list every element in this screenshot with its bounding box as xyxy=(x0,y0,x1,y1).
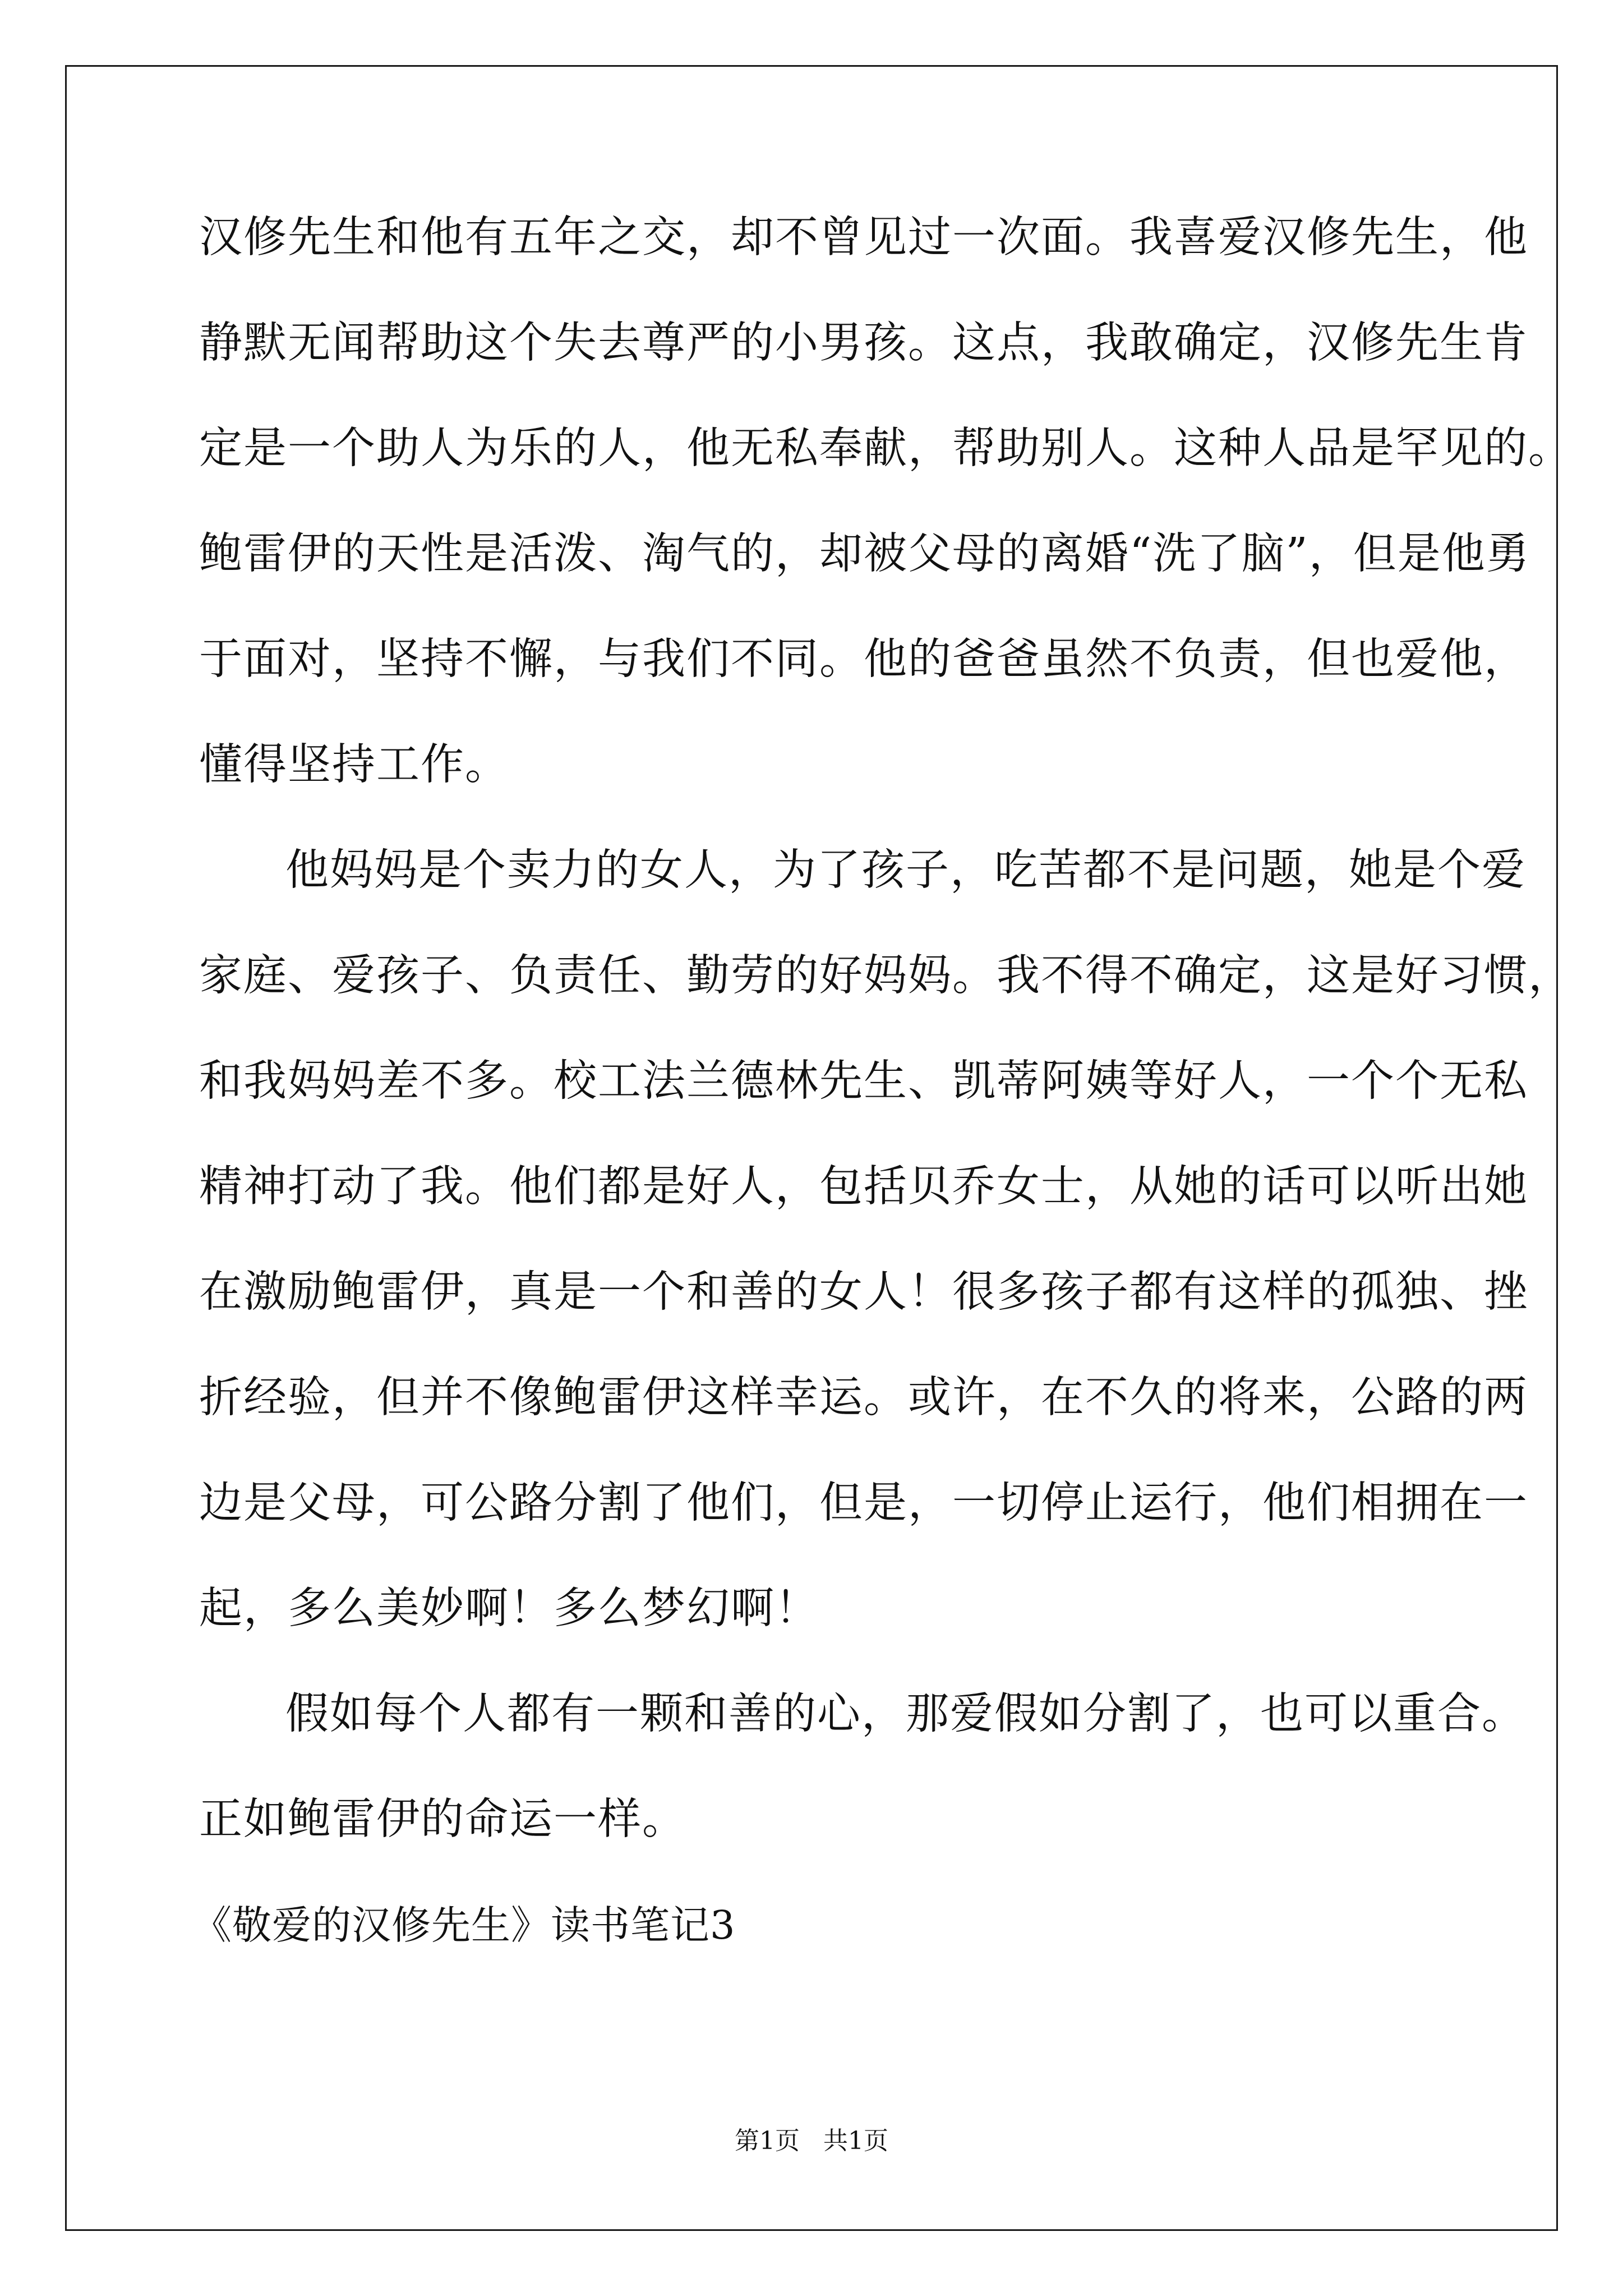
text-line: 懂得坚持工作。 xyxy=(199,740,509,790)
text-line: 和我妈妈差不多。校工法兰德林先生、凯蒂阿姨等好人，一个个无私 xyxy=(199,1056,1528,1106)
section-heading: 《敬爱的汉修先生》读书笔记3 xyxy=(192,1902,736,1948)
text-line: 正如鲍雷伊的命运一样。 xyxy=(199,1795,686,1844)
text-line: 在激励鲍雷伊，真是一个和善的女人！很多孩子都有这样的孤独、挫 xyxy=(199,1267,1528,1317)
text-line: 精神打动了我。他们都是好人，包括贝乔女士，从她的话可以听出她 xyxy=(199,1162,1528,1212)
text-line: 鲍雷伊的天性是活泼、淘气的，却被父母的离婚“洗了脑”，但是他勇 xyxy=(199,529,1530,579)
text-line-paragraph-start: 他妈妈是个卖力的女人，为了孩子，吃苦都不是问题，她是个爱 xyxy=(285,845,1526,895)
text-line: 汉修先生和他有五年之交，却不曾见过一次面。我喜爱汉修先生，他 xyxy=(199,213,1528,263)
text-line: 边是父母，可公路分割了他们，但是，一切停止运行，他们相拥在一 xyxy=(199,1478,1528,1528)
text-line-paragraph-start: 假如每个人都有一颗和善的心，那爱假如分割了，也可以重合。 xyxy=(285,1689,1526,1739)
text-line: 定是一个助人为乐的人，他无私奉献，帮助别人。这种人品是罕见的。 xyxy=(199,424,1573,473)
text-line: 家庭、爱孩子、负责任、勤劳的好妈妈。我不得不确定，这是好习惯， xyxy=(199,951,1573,1001)
text-line: 起，多么美妙啊！多么梦幻啊！ xyxy=(199,1584,819,1634)
document-body xyxy=(192,185,1573,1978)
text-line: 折经验，但并不像鲍雷伊这样幸运。或许，在不久的将来，公路的两 xyxy=(199,1373,1528,1423)
text-line: 于面对，坚持不懈，与我们不同。他的爸爸虽然不负责，但也爱他， xyxy=(199,634,1528,684)
page-number-footer: 第1页 共1页 xyxy=(735,2127,888,2155)
text-line: 静默无闻帮助这个失去尊严的小男孩。这点，我敢确定，汉修先生肯 xyxy=(199,318,1528,368)
